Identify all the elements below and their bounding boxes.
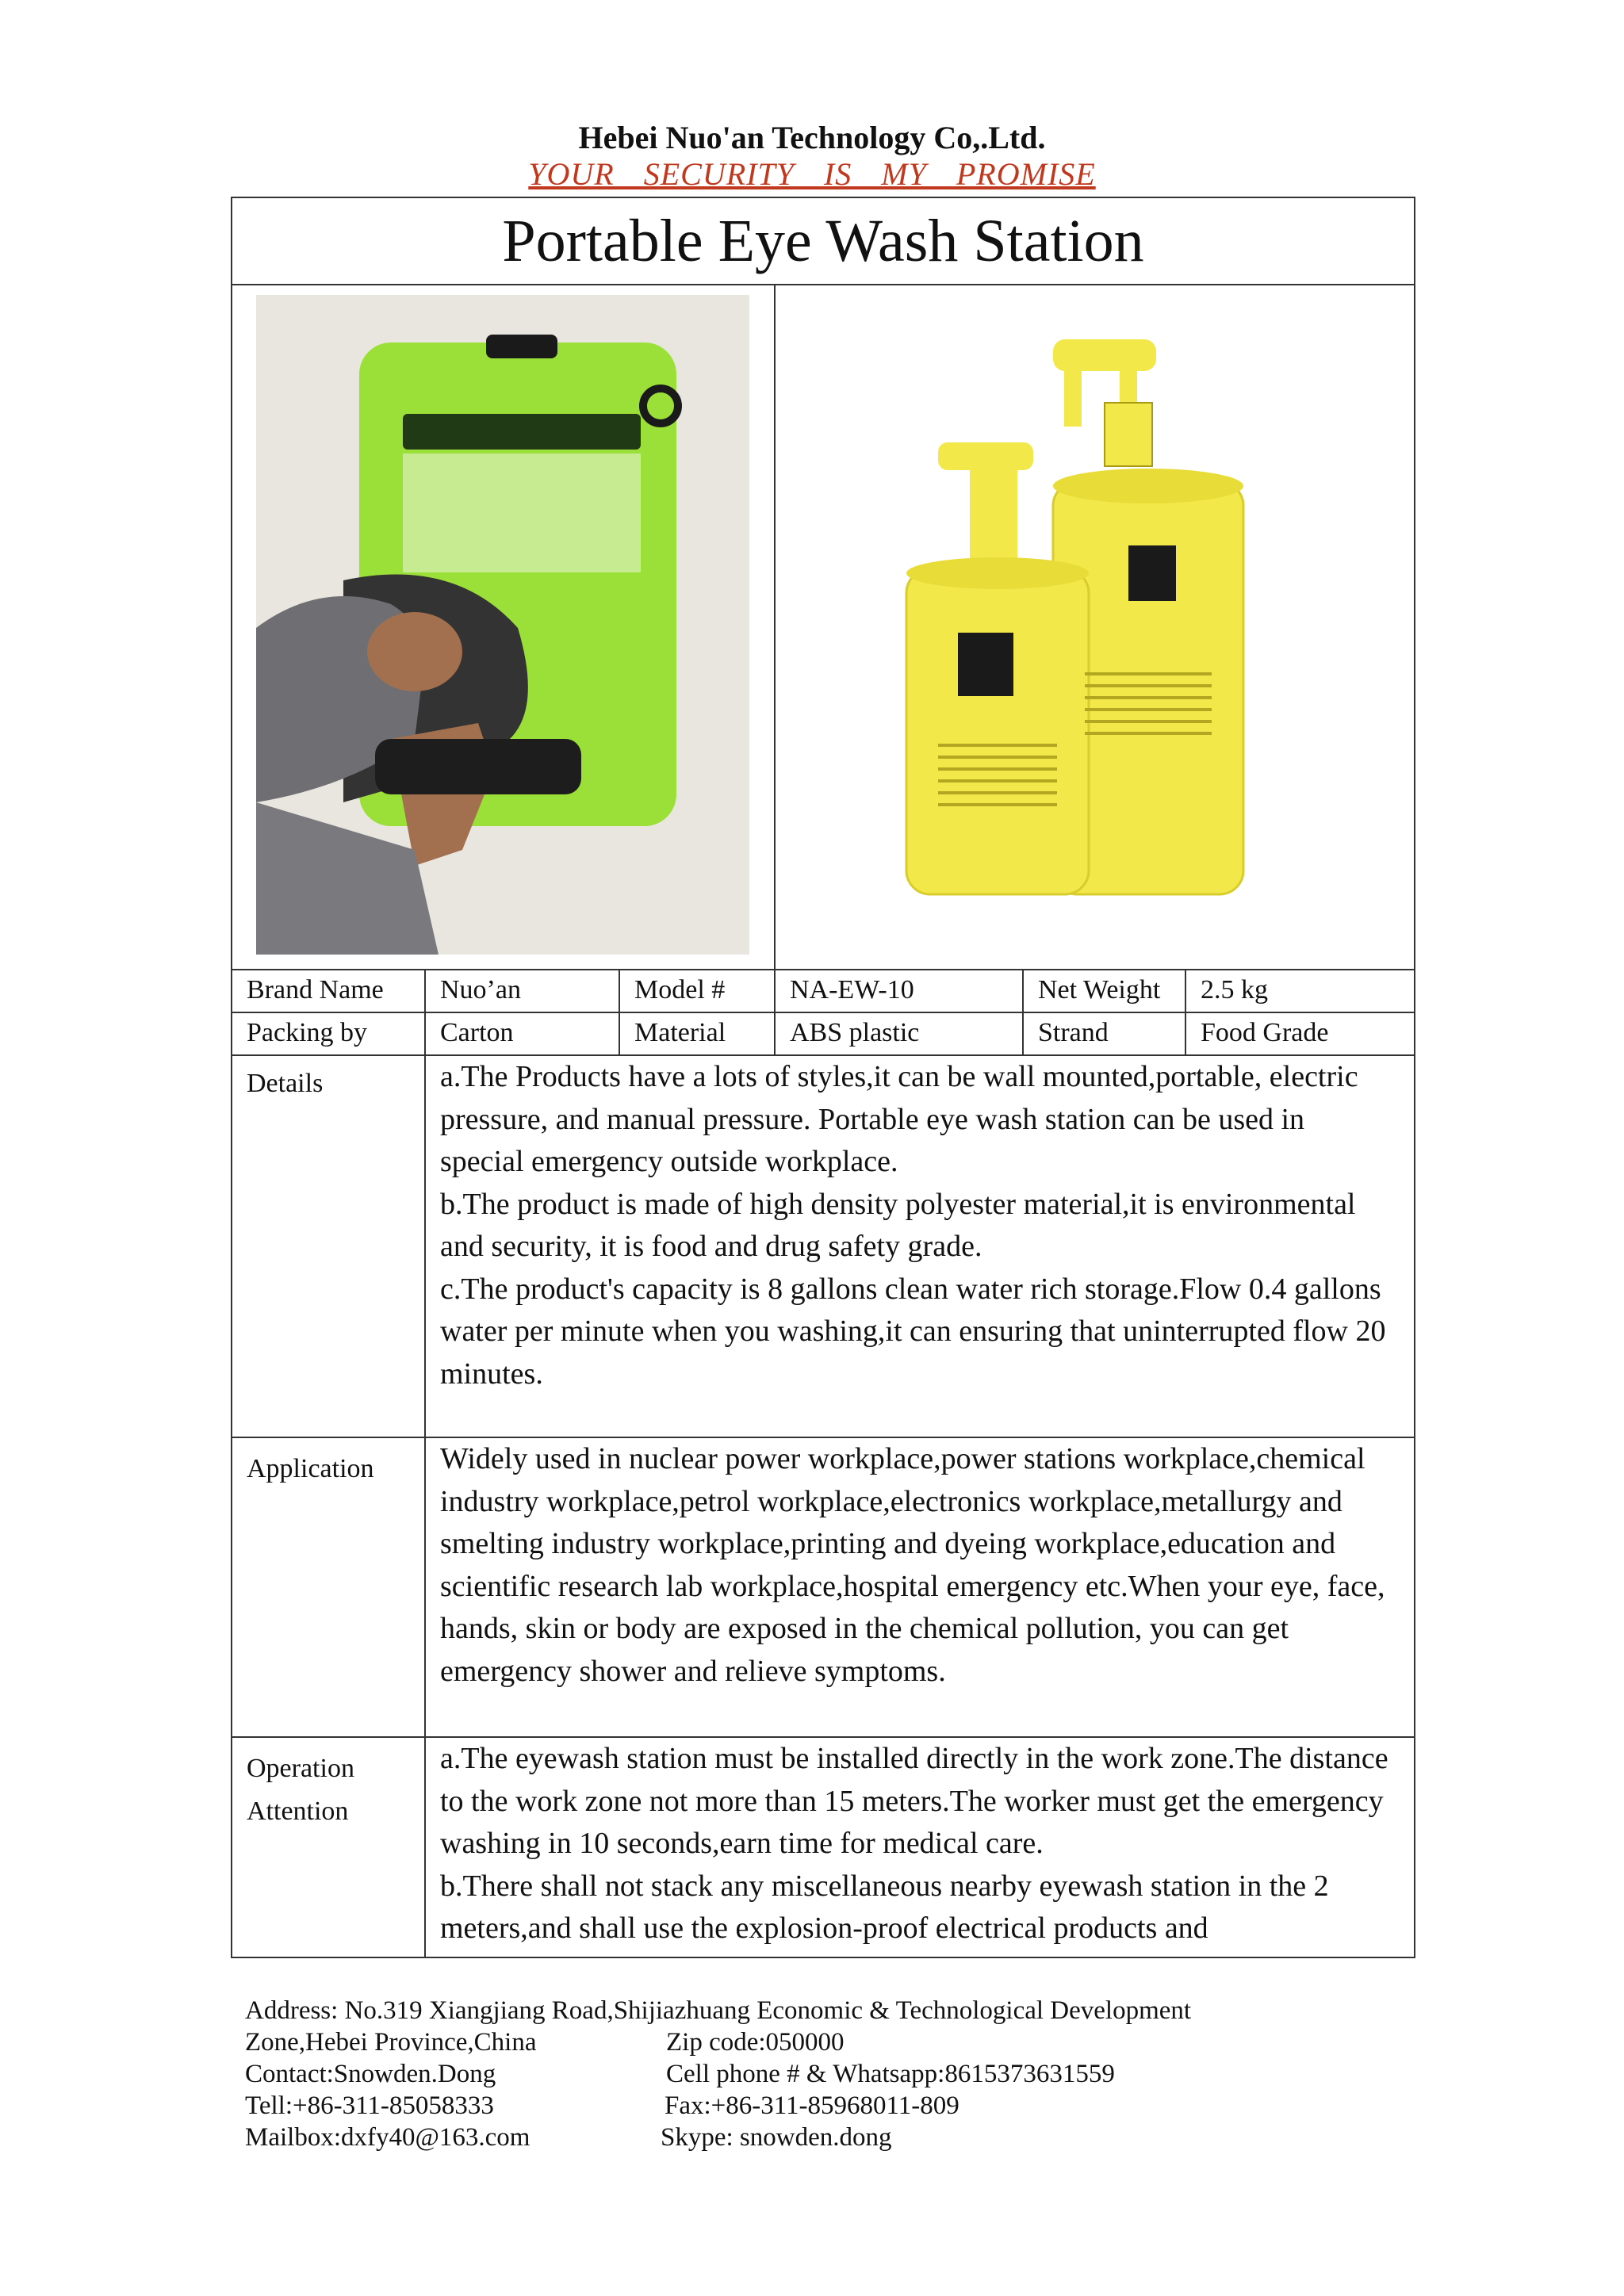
model-value: NA-EW-10 <box>776 969 1024 1012</box>
material-value: ABS plastic <box>776 1012 1024 1054</box>
fax: Fax:+86-311-85968011-809 <box>665 2091 959 2120</box>
operation-label <box>232 1736 426 1957</box>
packing-value: Carton <box>426 1012 620 1054</box>
packing-label: Packing by <box>232 1012 426 1054</box>
model-label: Model # <box>620 969 776 1012</box>
zip-code: Zip code:050000 <box>666 2028 845 2057</box>
product-title: Portable Eye Wash Station <box>232 198 1414 285</box>
details-section <box>232 1054 1414 1438</box>
application-text <box>440 1438 1392 1693</box>
address-line-1: Address: No.319 Xiangjiang Road,Shijiazhuang Economic & Technological Development <box>245 1996 1192 2025</box>
product-sheet <box>231 197 1415 1958</box>
spec-row-1 <box>232 969 1414 1013</box>
operation-label-line2: Attention <box>247 1797 349 1826</box>
image-divider <box>774 284 776 969</box>
portable-eyewash-bags-photo <box>891 331 1303 902</box>
application-section <box>232 1437 1414 1738</box>
contact-name: Contact:Snowden.Dong <box>245 2060 496 2088</box>
strand-value: Food Grade <box>1201 1018 1329 1047</box>
cell-phone: Cell phone # & Whatsapp:8615373631559 <box>666 2060 1115 2088</box>
company-slogan: YOUR SECURITY IS MY PROMISE <box>528 156 1096 192</box>
telephone: Tell:+86-311-85058333 <box>245 2091 494 2120</box>
strand-label: Strand <box>1024 1012 1186 1054</box>
footer-line-3 <box>245 2058 1434 2090</box>
material-label: Material <box>620 1012 776 1054</box>
operation-item-a: a.The eyewash station must be installed directly in the work zone.The distance to the work zone not more than 15 meters.The worker must get the emergency washing in 10 seconds,earn time for medical care. <box>440 1742 1388 1860</box>
brand-label: Brand Name <box>232 969 426 1012</box>
spec-row-2 <box>232 1012 1414 1056</box>
details-item-c: c.The product's capacity is 8 gallons clean water rich storage.Flow 0.4 gallons water per minute when you washing,it can ensuring that uninterrupted flow 20 minutes. <box>440 1272 1386 1391</box>
weight-value: 2.5 kg <box>1201 975 1268 1004</box>
footer-line-4 <box>245 2090 1434 2122</box>
contact-footer <box>245 1995 1434 2153</box>
mailbox: Mailbox:dxfy40@163.com <box>245 2123 530 2152</box>
operation-item-b: b.There shall not stack any miscellaneous nearby eyewash station in the 2 meters,and shall use the explosion-proof electrical products and <box>440 1869 1329 1945</box>
details-item-b: b.The product is made of high density polyester material,it is environmental and security, it is food and drug safety grade. <box>440 1187 1356 1263</box>
image-row <box>232 284 1414 970</box>
weight-label: Net Weight <box>1024 969 1186 1012</box>
application-label: Application <box>232 1437 426 1736</box>
details-text <box>440 1056 1392 1395</box>
details-item-a: a.The Products have a lots of styles,it can be wall mounted,portable, electric pressure, and manual pressure. Portable eye wash station can be used in special emergency outside workplace. <box>440 1060 1358 1178</box>
wall-eyewash-photo <box>256 295 749 955</box>
address-line-2: Zone,Hebei Province,China <box>245 2028 537 2057</box>
details-label: Details <box>232 1054 426 1437</box>
company-name: Hebei Nuo'an Technology Co,.Ltd. <box>578 120 1046 155</box>
application-body: Widely used in nuclear power workplace,power stations workplace,chemical industry workplace,petrol workplace,electronics workplace,metallurgy and smelting industry workplace,printing and dyeing workplace,education and scientific research lab workplace,hospital emergency etc.When your eye, face, hands, skin or body are exposed in the chemical pollution, you can get emergency shower and relieve symptoms. <box>440 1442 1385 1688</box>
operation-section <box>232 1736 1414 1957</box>
brand-value: Nuo’an <box>426 969 620 1012</box>
footer-line-5 <box>245 2122 1434 2153</box>
footer-line-2 <box>245 2026 1434 2058</box>
operation-text <box>440 1738 1392 1950</box>
operation-label-line1: Operation <box>247 1754 354 1783</box>
skype: Skype: snowden.dong <box>661 2123 892 2152</box>
